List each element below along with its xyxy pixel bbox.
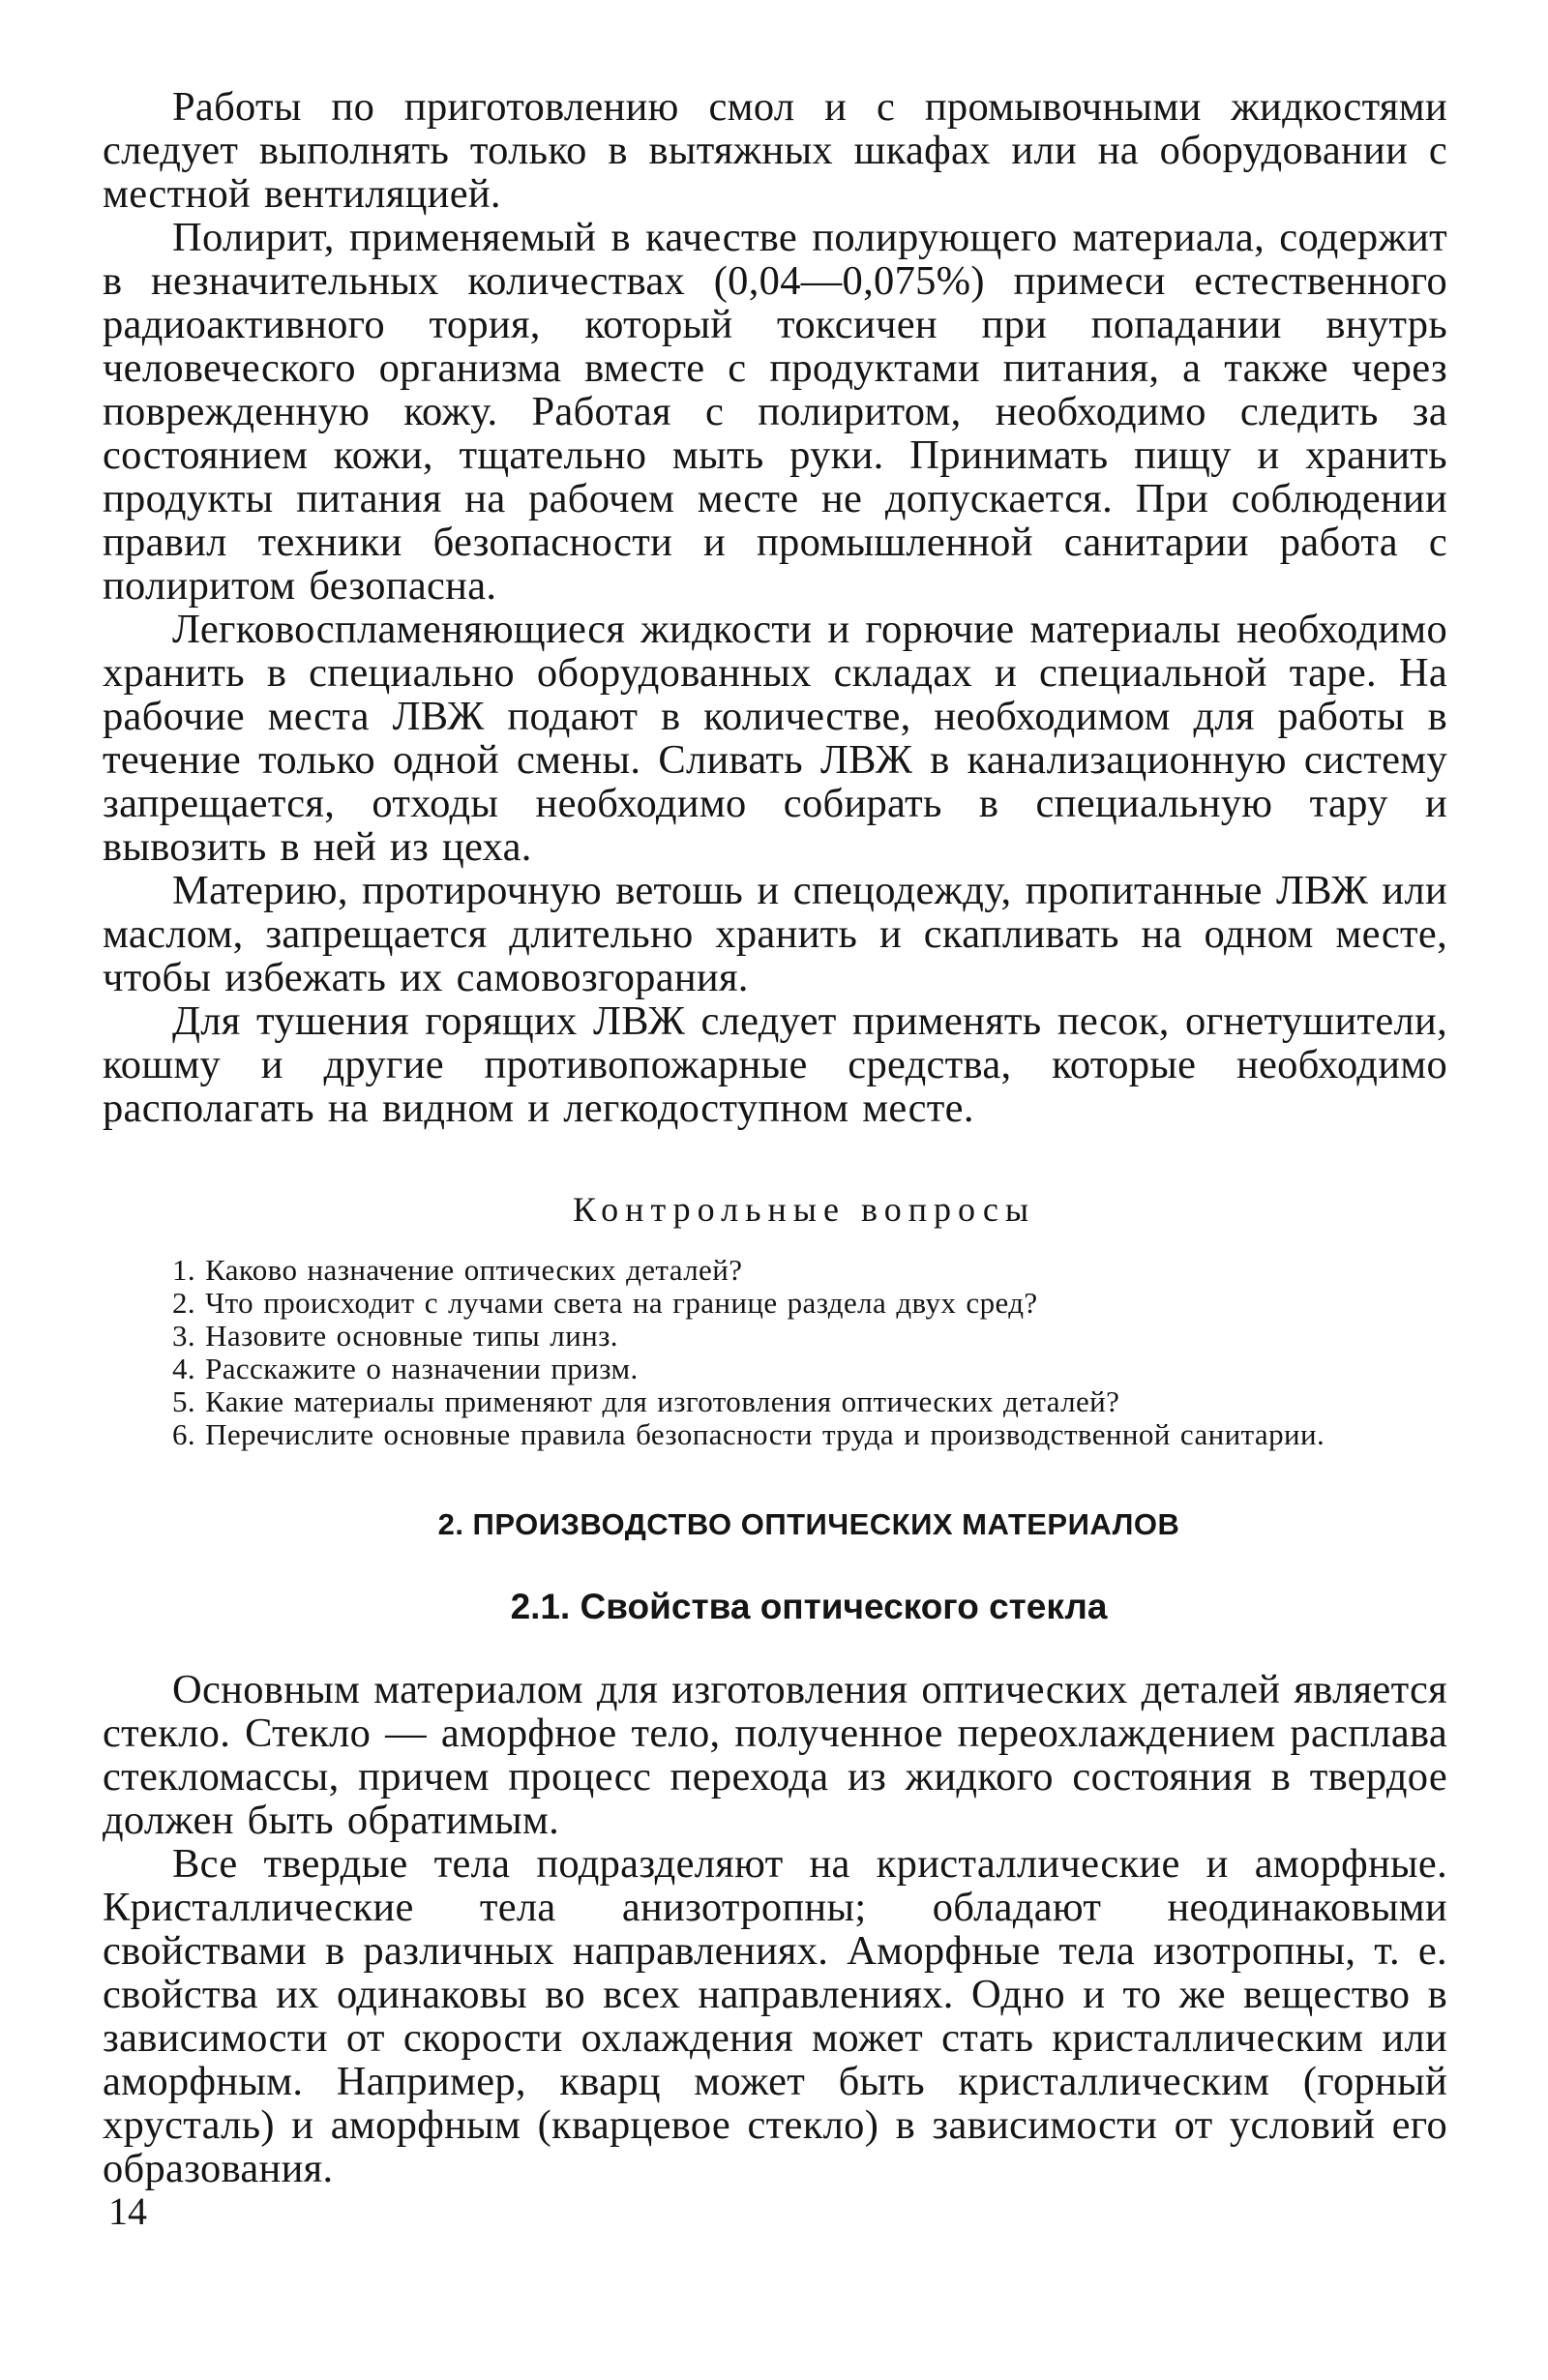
question-text: Что происходит с лучами света на границе раздела двух сред?	[205, 1286, 1038, 1320]
question-text: Перечислите основные правила безопасности труда и производственной санитарии.	[205, 1417, 1325, 1451]
question-number: 3.	[172, 1319, 196, 1353]
section-title: 2.1. Свойства оптического стекла	[510, 1587, 1108, 1626]
question-number: 1.	[172, 1253, 196, 1287]
paragraph-solid-bodies: Все твердые тела подразделяют на кристаллические и аморфные. Кристаллические тела анизотропны; обладают неодинаковыми свойствами в различных направлениях. Аморфные тела изотропны, т. е. свойства их одинаковы во всех направлениях. Одно и то же вещество в зависимости от скорости охлаждения может стать кристаллическим или аморфным. Например, кварц может быть кристаллическим (горный хрусталь) и аморфным (кварцевое стекло) в зависимости от условий его образования.	[103, 1841, 1447, 2191]
question-item	[103, 1418, 1447, 1451]
paragraph-fire-extinguishing: Для тушения горящих ЛВЖ следует применять песок, огнетушители, кошму и другие противопожарные средства, которые необходимо располагать на видном и легкодоступном месте.	[103, 998, 1447, 1131]
question-text: Расскажите о назначении призм.	[205, 1352, 639, 1385]
question-item	[103, 1287, 1447, 1320]
question-number: 4.	[172, 1352, 196, 1385]
control-questions-heading: Контрольные вопросы	[572, 1190, 1036, 1229]
question-number: 5.	[172, 1384, 196, 1418]
paragraph-rags-storage: Материю, протирочную ветошь и спецодежду, пропитанные ЛВЖ или маслом, запрещается длительно хранить и скапливать на одном месте, чтобы избежать их самовозгорания.	[103, 868, 1447, 1000]
chapter-title: 2. ПРОИЗВОДСТВО ОПТИЧЕСКИХ МАТЕРИАЛОВ	[437, 1507, 1180, 1541]
question-item	[103, 1320, 1447, 1353]
question-text: Каково назначение оптических деталей?	[205, 1253, 743, 1287]
paragraph-glass-definition: Основным материалом для изготовления оптических деталей является стекло. Стекло — аморфное тело, полученное переохлаждением расплава стекломассы, причем процесс перехода из жидкого состояния в твердое должен быть обратимым.	[103, 1667, 1447, 1843]
question-item	[103, 1385, 1447, 1418]
question-item	[103, 1254, 1447, 1287]
question-number: 6.	[172, 1417, 196, 1451]
book-page	[103, 85, 1447, 2190]
control-questions-list	[103, 1254, 1447, 1451]
question-number: 2.	[172, 1286, 196, 1320]
question-item	[103, 1353, 1447, 1385]
question-text: Назовите основные типы линз.	[205, 1319, 618, 1353]
question-text: Какие материалы применяют для изготовления оптических деталей?	[205, 1384, 1120, 1418]
page-number: 14	[108, 2189, 147, 2233]
paragraph-resin-safety: Работы по приготовлению смол и с промывочными жидкостями следует выполнять только в вытяжных шкафах или на оборудовании с местной вентиляцией.	[103, 84, 1447, 217]
paragraph-flammable-liquids: Легковоспламеняющиеся жидкости и горючие материалы необходимо хранить в специально оборудованных складах и специальной таре. На рабочие места ЛВЖ подают в количестве, необходимом для работы в течение только одной смены. Сливать ЛВЖ в канализационную систему запрещается, отходы необходимо собирать в специальную тару и вывозить в ней из цеха.	[103, 607, 1447, 870]
paragraph-polirit-safety: Полирит, применяемый в качестве полирующего материала, содержит в незначительных количествах (0,04—0,075%) примеси естественного радиоактивного тория, который токсичен при попадании внутрь человеческого организма вместе с продуктами питания, а также через поврежденную кожу. Работая с полиритом, необходимо следить за состоянием кожи, тщательно мыть руки. Принимать пищу и хранить продукты питания на рабочем месте не допускается. При соблюдении правил техники безопасности и промышленной санитарии работа с полиритом безопасна.	[103, 215, 1447, 609]
